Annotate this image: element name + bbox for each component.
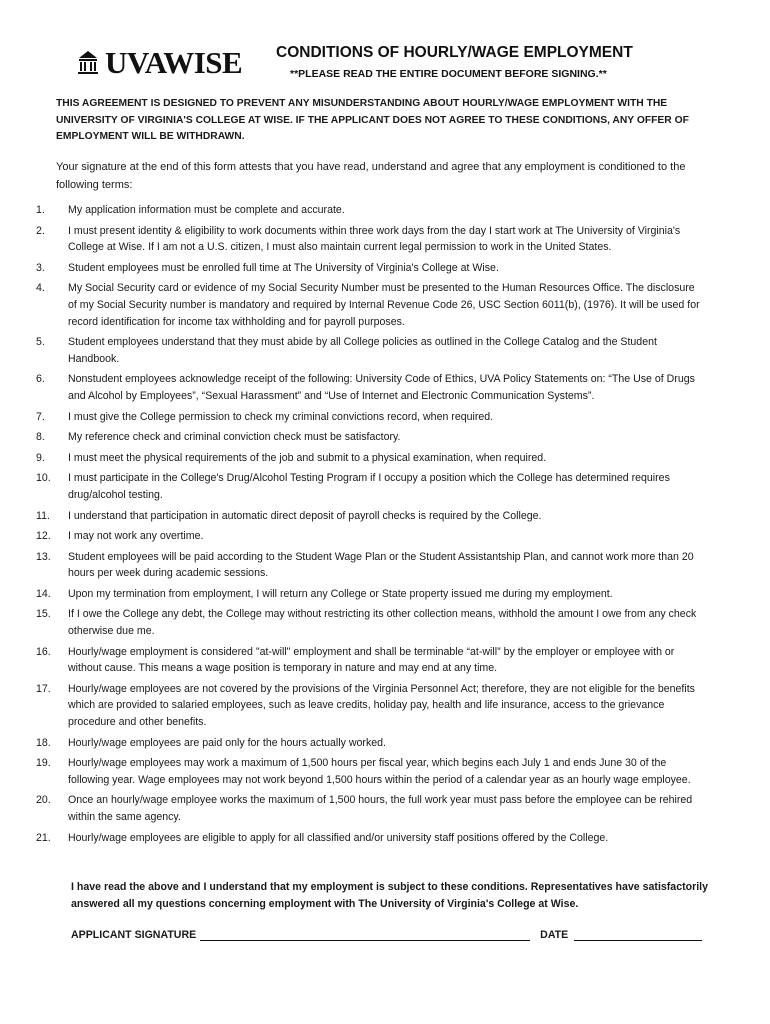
document-title: CONDITIONS OF HOURLY/WAGE EMPLOYMENT	[276, 44, 633, 61]
term-number: 19.	[36, 757, 51, 770]
logo-wordmark: UVAWISE	[105, 44, 243, 80]
date-label: DATE	[540, 929, 569, 941]
term-item	[36, 409, 700, 426]
term-number: 13.	[36, 550, 51, 563]
terms-list	[36, 202, 700, 850]
term-item	[36, 528, 700, 545]
term-item	[36, 586, 700, 603]
term-number: 16.	[36, 645, 51, 658]
term-number: 1.	[36, 204, 45, 216]
applicant-signature-label: APPLICANT SIGNATURE	[71, 929, 197, 941]
term-item	[36, 280, 700, 330]
term-item	[36, 644, 700, 677]
applicant-signature-line[interactable]	[200, 930, 530, 941]
term-text: Student employees must be enrolled full time at The University of Virginia's College at Wise.	[68, 261, 499, 274]
term-item	[36, 450, 700, 467]
acknowledgement-statement: I have read the above and I understand that my employment is subject to these conditions. Representatives have satisfactorily answered all my questions concerning employment with The University of Virginia's College at Wise.	[71, 881, 708, 910]
term-text: Nonstudent employees acknowledge receipt of the following: University Code of Ethics, UVA Policy Statements on: “The Use of Drugs and Alcohol by Employees”, “Sexual Harassment” and “Use of Internet and Electronic Communication Systems”.	[68, 373, 695, 402]
term-text: My Social Security card or evidence of my Social Security Number must be presented to the Human Resources Office. The disclosure of my Social Security number is mandatory and required by Internal Revenue Code 26, USC Section 6011(b), (1976). It will be used for record identification for income tax withholding and for payroll purposes.	[68, 282, 700, 328]
term-number: 6.	[36, 373, 45, 386]
term-number: 20.	[36, 794, 51, 807]
intro-paragraph: Your signature at the end of this form attests that you have read, understand and agree that any employment is conditioned to the following terms:	[56, 161, 686, 191]
term-item	[36, 334, 700, 367]
term-number: 7.	[36, 410, 45, 423]
term-number: 17.	[36, 682, 51, 695]
term-text: Once an hourly/wage employee works the maximum of 1,500 hours, the full work year must pass before the employee can be rehired within the same agency.	[68, 794, 693, 823]
term-item	[36, 223, 700, 256]
rotunda-icon	[77, 49, 99, 75]
term-number: 9.	[36, 451, 45, 464]
term-text: I must participate in the College's Drug/Alcohol Testing Program if I occupy a position which the College has determined requires drug/alcohol testing.	[68, 472, 670, 501]
document-subtitle: **PLEASE READ THE ENTIRE DOCUMENT BEFORE SIGNING.**	[290, 68, 607, 80]
term-item	[36, 371, 700, 404]
term-number: 2.	[36, 224, 45, 237]
term-number: 3.	[36, 261, 45, 274]
term-text: My reference check and criminal conviction check must be satisfactory.	[68, 431, 401, 444]
term-number: 12.	[36, 530, 51, 543]
term-text: I must present identity & eligibility to work documents within three work days from the day I start work at The University of Virginia's College at Wise. If I am not a U.S. citizen, I must also maintain current legal permission to work in the United States.	[68, 224, 681, 254]
term-item	[36, 202, 700, 219]
term-text: Hourly/wage employees are eligible to apply for all classified and/or university staff positions offered by the College.	[68, 831, 609, 844]
term-item	[36, 260, 700, 277]
term-item	[36, 606, 700, 639]
term-text: I must give the College permission to check my criminal convictions record, when required.	[68, 410, 494, 423]
term-number: 4.	[36, 282, 45, 295]
term-item	[36, 508, 700, 525]
term-text: I understand that participation in automatic direct deposit of payroll checks is required by the College.	[68, 509, 542, 522]
term-text: Hourly/wage employees may work a maximum of 1,500 hours per fiscal year, which begins each July 1 and ends June 30 of the following year. Wage employees may not work beyond 1,500 hours within the period of a calendar year as an hourly wage employee.	[68, 757, 691, 786]
term-item	[36, 830, 700, 847]
term-text: I may not work any overtime.	[68, 530, 204, 543]
term-text: Hourly/wage employees are not covered by the provisions of the Virginia Personnel Act; therefore, they are not eligible for the benefits which are provided to salaried employees, such as leave credits, holiday pay, health and life insurance, access to the grievance procedure and other benefits.	[68, 682, 695, 729]
term-number: 8.	[36, 431, 45, 444]
term-text: Hourly/wage employment is considered "at-will" employment and shall be terminable “at-will” by the employer or employee with or without cause. This means a wage position is temporary in nature and may end at any time.	[68, 645, 675, 675]
term-item	[36, 755, 700, 788]
agreement-notice: THIS AGREEMENT IS DESIGNED TO PREVENT ANY MISUNDERSTANDING ABOUT HOURLY/WAGE EMPLOYMENT WITH THE UNIVERSITY OF VIRGINIA'S COLLEGE AT WISE. IF THE APPLICANT DOES NOT AGREE TO THESE CONDITIONS, ANY OFFER OF EMPLOYMENT WILL BE WITHDRAWN.	[56, 98, 689, 142]
date-line[interactable]	[574, 930, 702, 941]
term-item	[36, 429, 700, 446]
term-number: 14.	[36, 587, 51, 600]
term-item	[36, 735, 700, 752]
uvawise-logo	[77, 44, 243, 80]
term-text: If I owe the College any debt, the College may without restricting its other collection means, withhold the amount I owe from any check otherwise due me.	[68, 608, 697, 638]
term-number: 18.	[36, 736, 51, 749]
term-item	[36, 549, 700, 582]
term-text: Student employees understand that they must abide by all College policies as outlined in the College Catalog and the Student Handbook.	[68, 336, 657, 365]
term-text: My application information must be complete and accurate.	[68, 204, 345, 216]
term-text: I must meet the physical requirements of the job and submit to a physical examination, when required.	[68, 451, 547, 464]
term-item	[36, 792, 700, 825]
term-item	[36, 470, 700, 503]
term-number: 21.	[36, 831, 51, 844]
term-number: 5.	[36, 336, 45, 349]
term-number: 15.	[36, 608, 51, 621]
term-text: Student employees will be paid according to the Student Wage Plan or the Student Assistantship Plan, and cannot work more than 20 hours per week during academic sessions.	[68, 550, 694, 580]
term-number: 10.	[36, 472, 51, 485]
term-text: Hourly/wage employees are paid only for the hours actually worked.	[68, 736, 386, 749]
term-item	[36, 681, 700, 731]
term-number: 11.	[36, 509, 50, 522]
signature-row	[71, 929, 711, 941]
term-text: Upon my termination from employment, I will return any College or State property issued me during my employment.	[68, 587, 613, 600]
